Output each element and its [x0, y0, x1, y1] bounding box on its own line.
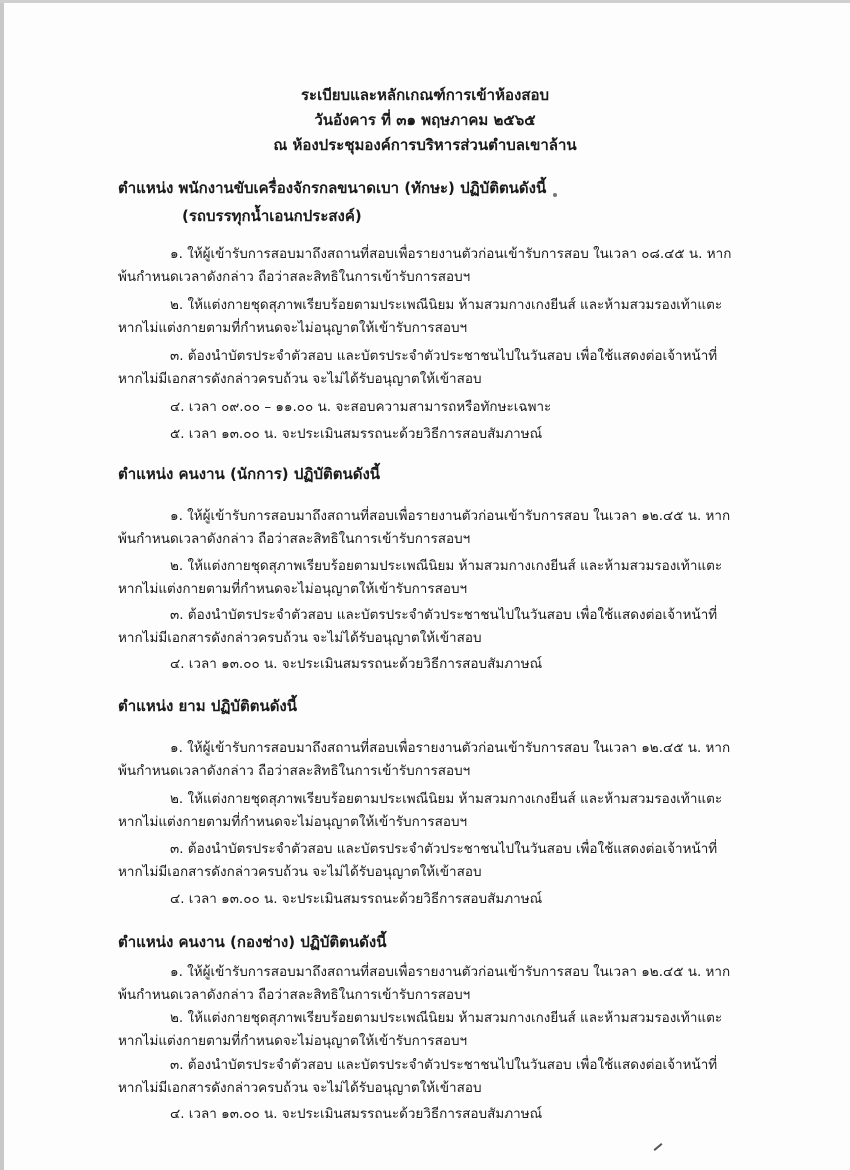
rule-item-text: ๔. เวลา ๑๓.๐๐ น. จะประเมินสมรรถนะด้วยวิธีการสอบสัมภาษณ์ — [170, 891, 543, 907]
rule-item-continuation: หากไม่แต่งกายตามที่กำหนดจะไม่อนุญาตให้เข้ารับการสอบฯ — [118, 814, 468, 830]
rule-item-continuation: หากไม่แต่งกายตามที่กำหนดจะไม่อนุญาตให้เข้ารับการสอบฯ — [118, 581, 468, 597]
rule-item-text: ๒. ให้แต่งกายชุดสุภาพเรียบร้อยตามประเพณีนิยม ห้ามสวมกางเกงยีนส์ และห้ามสวมรองเท้าแตะ — [170, 791, 723, 807]
section-subtitle-1: (รถบรรทุกน้ำเอนกประสงค์) — [182, 207, 362, 225]
document-header — [0, 83, 850, 158]
rule-item-text: ๓. ต้องนำบัตรประจำตัวสอบ และบัตรประจำตัวประชาชนไปในวันสอบ เพื่อใช้แสดงต่อเจ้าหน้าที่ — [170, 607, 718, 623]
rule-item-continuation: หากไม่แต่งกายตามที่กำหนดจะไม่อนุญาตให้เข้ารับการสอบฯ — [118, 320, 468, 336]
rule-item-text: ๑. ให้ผู้เข้ารับการสอบมาถึงสถานที่สอบเพื่อรายงานตัวก่อนเข้ารับการสอบ ในเวลา ๐๘.๔๕ น. หาก — [170, 246, 732, 262]
rule-item — [118, 1007, 740, 1053]
section-title-4: ตำแหน่ง คนงาน (กองช่าง) ปฏิบัติตนดังนี้ — [118, 933, 387, 951]
rule-item-text: ๒. ให้แต่งกายชุดสุภาพเรียบร้อยตามประเพณีนิยม ห้ามสวมกางเกงยีนส์ และห้ามสวมรองเท้าแตะ — [170, 1010, 723, 1026]
rule-item-text: ๒. ให้แต่งกายชุดสุภาพเรียบร้อยตามประเพณีนิยม ห้ามสวมกางเกงยีนส์ และห้ามสวมรองเท้าแตะ — [170, 297, 723, 313]
scan-edge-left — [0, 0, 4, 1170]
rule-item-text: ๑. ให้ผู้เข้ารับการสอบมาถึงสถานที่สอบเพื่อรายงานตัวก่อนเข้ารับการสอบ ในเวลา ๑๒.๔๕ น. หาก — [170, 964, 731, 980]
pen-mark — [654, 1143, 663, 1151]
section-title-1: ตำแหน่ง พนักงานขับเครื่องจักรกลขนาดเบา (ทักษะ) ปฏิบัติตนดังนี้ — [118, 179, 547, 197]
rule-item — [118, 1103, 740, 1126]
rule-item — [118, 505, 740, 551]
rule-item-text: ๑. ให้ผู้เข้ารับการสอบมาถึงสถานที่สอบเพื่อรายงานตัวก่อนเข้ารับการสอบ ในเวลา ๑๒.๔๕ น. หาก — [170, 740, 731, 756]
rule-item-continuation: หากไม่แต่งกายตามที่กำหนดจะไม่อนุญาตให้เข้ารับการสอบฯ — [118, 1033, 468, 1049]
scan-speck — [553, 193, 557, 197]
header-title: ระเบียบและหลักเกณฑ์การเข้าห้องสอบ — [301, 86, 549, 104]
rule-item — [118, 423, 740, 446]
rule-item-continuation: หากไม่มีเอกสารดังกล่าวครบถ้วน จะไม่ได้รับอนุญาตให้เข้าสอบ — [118, 864, 482, 880]
rule-item — [118, 555, 740, 601]
rule-item-continuation: พ้นกำหนดเวลาดังกล่าว ถือว่าสละสิทธิในการเข้ารับการสอบฯ — [118, 269, 471, 285]
rule-item-continuation: หากไม่มีเอกสารดังกล่าวครบถ้วน จะไม่ได้รับอนุญาตให้เข้าสอบ — [118, 630, 482, 646]
rule-item — [118, 838, 740, 884]
rule-item-text: ๓. ต้องนำบัตรประจำตัวสอบ และบัตรประจำตัวประชาชนไปในวันสอบ เพื่อใช้แสดงต่อเจ้าหน้าที่ — [170, 348, 718, 364]
rule-item-continuation: พ้นกำหนดเวลาดังกล่าว ถือว่าสละสิทธิในการเข้ารับการสอบฯ — [118, 763, 471, 779]
scan-edge-top — [0, 0, 850, 3]
rule-item-continuation: หากไม่มีเอกสารดังกล่าวครบถ้วน จะไม่ได้รับอนุญาตให้เข้าสอบ — [118, 1080, 482, 1096]
section-title-3: ตำแหน่ง ยาม ปฏิบัติตนดังนี้ — [118, 697, 298, 715]
rule-item — [118, 1054, 740, 1100]
rule-item — [118, 737, 740, 783]
rule-item-text: ๓. ต้องนำบัตรประจำตัวสอบ และบัตรประจำตัวประชาชนไปในวันสอบ เพื่อใช้แสดงต่อเจ้าหน้าที่ — [170, 1057, 718, 1073]
rule-item-text: ๔. เวลา ๑๓.๐๐ น. จะประเมินสมรรถนะด้วยวิธีการสอบสัมภาษณ์ — [170, 1106, 543, 1122]
rule-item — [118, 294, 740, 340]
rule-item-text: ๕. เวลา ๑๓.๐๐ น. จะประเมินสมรรถนะด้วยวิธีการสอบสัมภาษณ์ — [170, 426, 543, 442]
rule-item — [118, 653, 740, 676]
rule-item — [118, 396, 740, 419]
rule-item-continuation: พ้นกำหนดเวลาดังกล่าว ถือว่าสละสิทธิในการเข้ารับการสอบฯ — [118, 531, 471, 547]
rule-item-text: ๑. ให้ผู้เข้ารับการสอบมาถึงสถานที่สอบเพื่อรายงานตัวก่อนเข้ารับการสอบ ในเวลา ๑๒.๔๕ น. หาก — [170, 508, 731, 524]
section-title-2: ตำแหน่ง คนงาน (นักการ) ปฏิบัติตนดังนี้ — [118, 465, 381, 483]
rule-item — [118, 961, 740, 1007]
header-location: ณ ห้องประชุมองค์การบริหารส่วนตำบลเขาล้าน — [273, 136, 577, 154]
rule-item-continuation: หากไม่มีเอกสารดังกล่าวครบถ้วน จะไม่ได้รับอนุญาตให้เข้าสอบ — [118, 371, 482, 387]
rule-item — [118, 243, 740, 289]
rule-item-continuation: พ้นกำหนดเวลาดังกล่าว ถือว่าสละสิทธิในการเข้ารับการสอบฯ — [118, 987, 471, 1003]
rule-item — [118, 345, 740, 391]
rule-item — [118, 604, 740, 650]
rule-item — [118, 788, 740, 834]
rule-item — [118, 888, 740, 911]
header-date: วันอังคาร ที่ ๓๑ พฤษภาคม ๒๕๖๕ — [314, 111, 536, 129]
rule-item-text: ๓. ต้องนำบัตรประจำตัวสอบ และบัตรประจำตัวประชาชนไปในวันสอบ เพื่อใช้แสดงต่อเจ้าหน้าที่ — [170, 841, 718, 857]
rule-item-text: ๔. เวลา ๐๙.๐๐ – ๑๑.๐๐ น. จะสอบความสามารถหรือทักษะเฉพาะ — [170, 399, 552, 415]
rule-item-text: ๒. ให้แต่งกายชุดสุภาพเรียบร้อยตามประเพณีนิยม ห้ามสวมกางเกงยีนส์ และห้ามสวมรองเท้าแตะ — [170, 558, 723, 574]
rule-item-text: ๔. เวลา ๑๓.๐๐ น. จะประเมินสมรรถนะด้วยวิธีการสอบสัมภาษณ์ — [170, 656, 543, 672]
